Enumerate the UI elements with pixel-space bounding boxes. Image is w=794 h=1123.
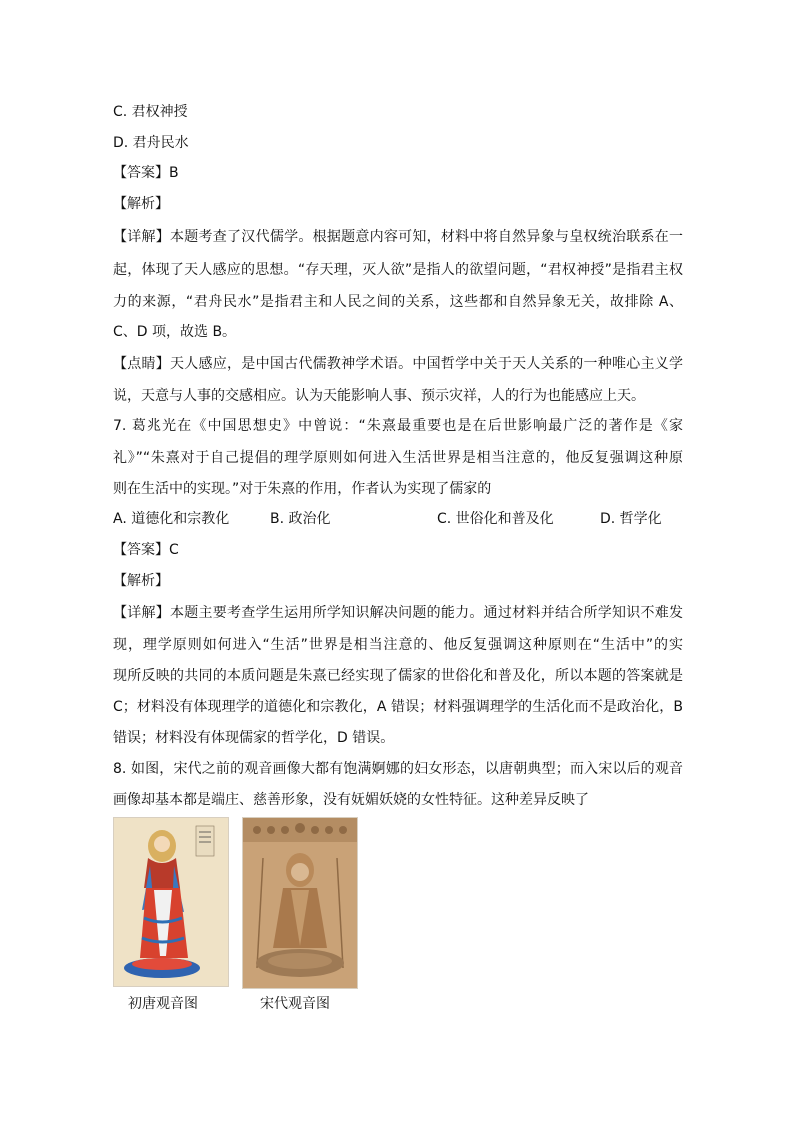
caption-song: 宋代观音图 (260, 996, 330, 1012)
q7-option-a: A. 道德化和宗教化 (113, 511, 230, 527)
key-point-text: 【点睛】天人感应，是中国古代儒教神学术语。中国哲学中关于天人关系的一种唯心主义学 (113, 356, 683, 372)
question-8-stem: 8. 如图，宋代之前的观音画像大都有饱满婀娜的妇女形态，以唐朝典型；而入宋以后的观音 (113, 761, 683, 777)
q7-option-d: D. 哲学化 (600, 511, 662, 527)
analysis-label: 【解析】 (113, 196, 169, 212)
q7-option-c: C. 世俗化和普及化 (437, 511, 554, 527)
q7-option-b: B. 政治化 (270, 511, 331, 527)
analysis-label: 【解析】 (113, 573, 169, 589)
detail-text: 现，理学原则如何进入“生活”世界是相当注意的、他反复强调这种原则在“生活中”的实 (113, 637, 683, 653)
detail-text: 现所反映的共同的本质问题是朱熹已经实现了儒家的世俗化和普及化，所以本题的答案就是 (113, 668, 683, 684)
answer-label: 【答案】C (113, 542, 179, 558)
caption-early-tang: 初唐观音图 (128, 996, 198, 1012)
option-c: C. 君权神授 (113, 104, 188, 120)
song-guanyin-image (242, 817, 358, 989)
option-d: D. 君舟民水 (113, 135, 189, 151)
question-7-stem: 礼》”“朱熹对于自己提倡的理学原则如何进入生活世界是相当注意的，他反复强调这种原 (113, 450, 683, 466)
detail-text: C、D 项，故选 B。 (113, 324, 237, 340)
key-point-text: 说，天意与人事的交感相应。认为天能影响人事、预示灾祥，人的行为也能感应上天。 (113, 388, 645, 404)
early-tang-guanyin-image (113, 817, 229, 987)
detail-text: C；材料没有体现理学的道德化和宗教化，A 错误；材料强调理学的生活化而不是政治化，B (113, 699, 683, 715)
question-8-stem: 画像却基本都是端庄、慈善形象，没有妩媚妖娆的女性特征。这种差异反映了 (113, 792, 589, 808)
question-7-stem: 则在生活中的实现。”对于朱熹的作用，作者认为实现了儒家的 (113, 481, 492, 497)
detail-text: 【详解】本题主要考查学生运用所学知识解决问题的能力。通过材料并结合所学知识不难发 (113, 605, 683, 621)
detail-text: 力的来源，“君舟民水”是指君主和人民之间的关系，这些都和自然异象无关，故排除 A、 (113, 294, 683, 310)
answer-label: 【答案】B (113, 165, 179, 181)
detail-text: 【详解】本题考查了汉代儒学。根据题意内容可知，材料中将自然异象与皇权统治联系在一 (113, 229, 683, 245)
question-7-stem: 7. 葛兆光在《中国思想史》中曾说：“朱熹最重要也是在后世影响最广泛的著作是《家 (113, 418, 683, 434)
detail-text: 起，体现了天人感应的思想。“存天理，灭人欲”是指人的欲望问题，“君权神授”是指君主权 (113, 262, 683, 278)
detail-text: 错误；材料没有体现儒家的哲学化，D 错误。 (113, 730, 395, 746)
